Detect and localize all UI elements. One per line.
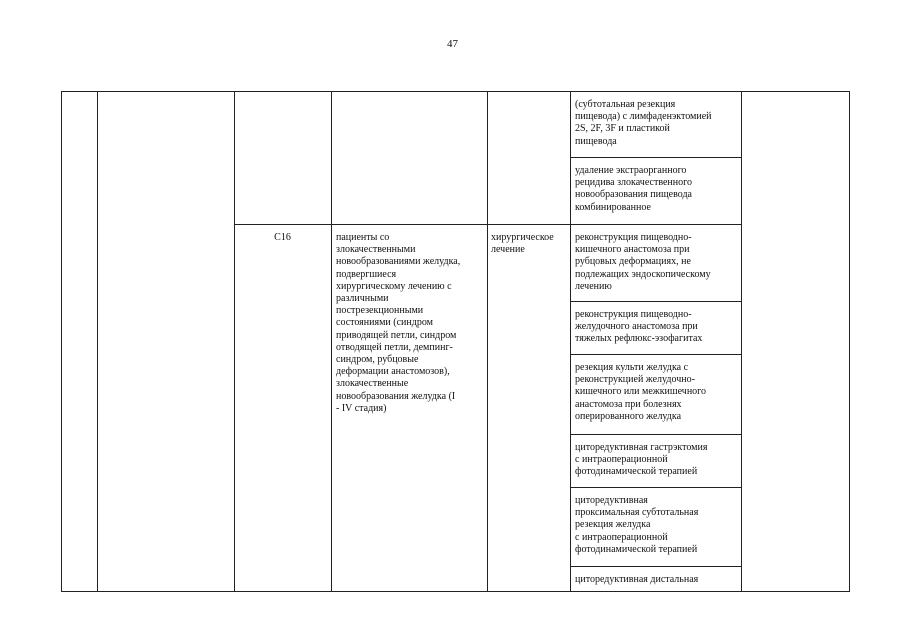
column-divider [570,91,571,592]
row-divider [570,434,742,435]
procedure-cell: (субтотальная резекция пищевода) с лимфаденэктомией 2S, 2F, 3F и пластикой пищевода [575,99,712,147]
procedure-cell: реконструкция пищеводно- кишечного анастомоза при рубцовых деформациях, не подлежащих эндоскопическому лечению [575,232,711,292]
row-divider [570,301,742,302]
table-border-top [61,91,850,92]
table-border-right [849,91,850,592]
procedure-cell: циторедуктивная дистальная [575,574,699,585]
treatment-type-cell: хирургическое лечение [491,232,554,256]
procedure-cell: реконструкция пищеводно- желудочного анастомоза при тяжелых рефлюкс-эзофагитах [575,309,703,345]
procedure-cell: циторедуктивная гастрэктомия с интраоперационной фотодинамической терапией [575,442,708,478]
column-divider [741,91,742,592]
row-divider [570,157,742,158]
column-divider [234,91,235,592]
diagnosis-code-cell: C16 [274,232,291,243]
patient-model-cell: пациенты со злокачественными новообразованиями желудка, подвергшиеся хирургическому лечению с различными пострезекционными состояниями (синдром приводящей петли, синдром отводящей петли, демпинг- синдром, рубцовые деформации анастомозов), злокачественные новообразования желудка (I - IV стадия) [336,232,461,414]
page-number: 47 [447,38,458,50]
procedure-cell: резекция культи желудка с реконструкцией желудочно- кишечного или межкишечного анастомоза при болезнях оперированного желудка [575,362,707,422]
row-divider [570,487,742,488]
column-divider [97,91,98,592]
column-divider [487,91,488,592]
procedure-cell: циторедуктивная проксимальная субтотальная резекция желудка с интраоперационной фотодинамической терапией [575,495,699,555]
column-divider [331,91,332,592]
procedure-cell: удаление экстраорганного рецидива злокачественного новообразования пищевода комбинированное [575,165,692,213]
table-border-bottom [61,591,850,592]
row-divider [570,354,742,355]
row-divider [234,224,742,225]
row-divider [570,566,742,567]
table-border-left [61,91,62,592]
